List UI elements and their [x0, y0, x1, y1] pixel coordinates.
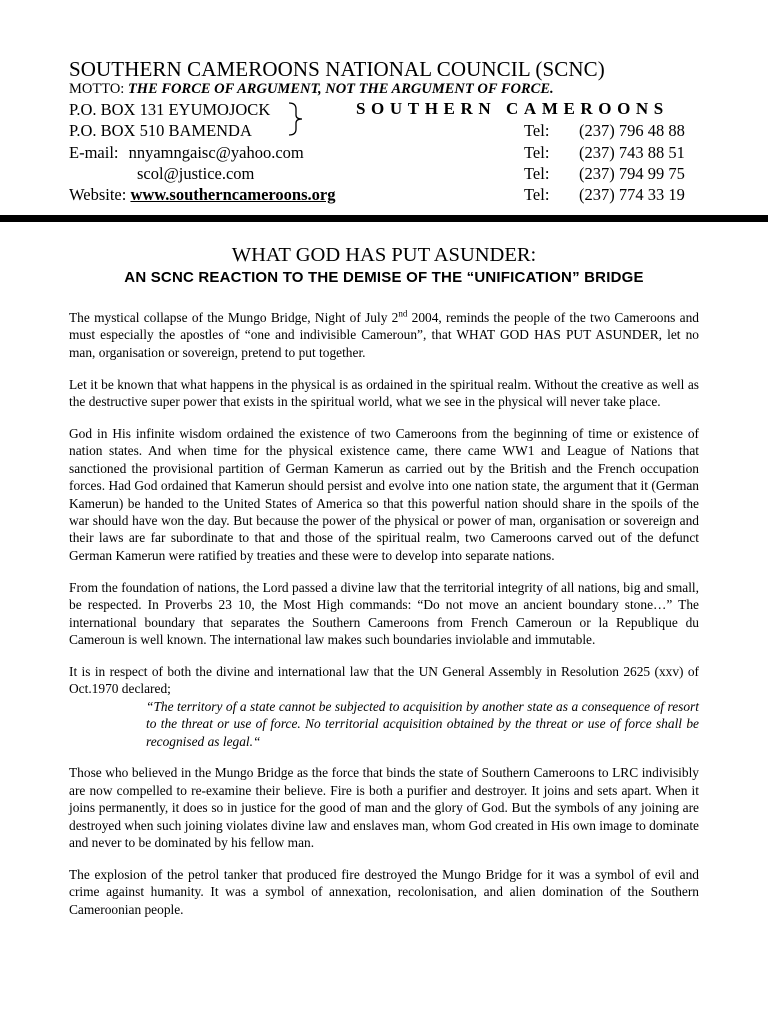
- paragraph-1-text-b: 2004, reminds the people of the two Cameroons and must especially the apostles of “one and indivisible Cameroun”, that WHAT GOD HAS PUT ASUNDER, let no man, organisation or sovereign, pretend to put together.: [69, 310, 699, 360]
- motto-text: THE FORCE OF ARGUMENT, NOT THE ARGUMENT OF FORCE.: [127, 81, 554, 97]
- tel-label: Tel:: [524, 185, 550, 204]
- document-body: [69, 309, 699, 933]
- motto-label: MOTTO:: [69, 81, 125, 97]
- po-box-bamenda: P.O. BOX 510 BAMENDA: [69, 121, 252, 140]
- paragraph-1: [69, 309, 699, 361]
- po-box-eyumojock: P.O. BOX 131 EYUMOJOCK: [69, 100, 271, 119]
- tel-label: Tel:: [524, 164, 550, 183]
- brace-icon: [287, 101, 307, 137]
- resolution-quote: “The territory of a state cannot be subjected to acquisition by another state as a consequence of resort to the threat or use of force. No territorial acquisition obtained by the threat or use of force shall be recognised as legal.“: [146, 698, 699, 749]
- paragraph-5: It is in respect of both the divine and international law that the UN General Assembly in Resolution 2625 (xxv) of Oct.1970 declared;: [69, 663, 699, 697]
- country-heading: SOUTHERN CAMEROONS: [356, 99, 669, 118]
- tel-label: Tel:: [524, 143, 550, 162]
- paragraph-4: From the foundation of nations, the Lord passed a divine law that the territorial integrity of all nations, big and small, be respected. In Proverbs 23 10, the Most High commands: “Do not move an ancient boundary stone…” The international boundary that separates the Southern Cameroons from French Cameroun or la Republique du Cameroun is well known. The international law makes such boundaries inviolable and immutable.: [69, 579, 699, 647]
- ordinal-suffix: nd: [398, 308, 408, 319]
- tel-label: Tel:: [524, 121, 550, 140]
- header-rule: [0, 215, 768, 222]
- paragraph-1-text-a: The mystical collapse of the Mungo Bridge, Night of July 2: [69, 310, 399, 325]
- tel-number-4: (237) 774 33 19: [579, 185, 685, 204]
- paragraph-3: God in His infinite wisdom ordained the existence of two Cameroons from the beginning of time or existence of nation states. And when time for the physical existence came, there came WW1 and League of Nations that sanctioned the provisional partition of German Kamerun as carried out by the British and the French occupation forces. Had God ordained that Kamerun should persist and evolve into one nation state, the argument that it (German Kamerun) be handed to the United States of America so that this powerful nation should share in the spoils of the war should have won the day. But because the power of the physical or power of man, organisation or sovereign and their laws are far subordinate to that and those of the spiritual realm, two Cameroons carved out of the defunct German Kamerun were ratified by treaties and these were to develop into separate nations.: [69, 426, 699, 563]
- motto: [69, 81, 554, 98]
- website-row: [69, 185, 335, 205]
- tel-number-2: (237) 743 88 51: [579, 143, 685, 162]
- document-title: WHAT GOD HAS PUT ASUNDER:: [231, 244, 537, 266]
- tel-number-1: (237) 796 48 88: [579, 121, 685, 140]
- email-label: E-mail:: [69, 143, 119, 162]
- document-subtitle: AN SCNC REACTION TO THE DEMISE OF THE “UNIFICATION” BRIDGE: [124, 269, 644, 286]
- paragraph-7: The explosion of the petrol tanker that produced fire destroyed the Mungo Bridge for it was a symbol of evil and crime against humanity. It was a symbol of annexation, recolonisation, and alien domination of the Southern Cameroonian people.: [69, 866, 699, 917]
- paragraph-2: Let it be known that what happens in the physical is as ordained in the spiritual realm. Without the creative as well as the destructive super power that exists in the spiritual world, what we see in the physical will never take place.: [69, 376, 699, 410]
- email-link-2[interactable]: scol@justice.com: [137, 164, 255, 183]
- email-row: [69, 143, 304, 163]
- email-link-1[interactable]: nnyamngaisc@yahoo.com: [128, 143, 304, 162]
- organisation-name: SOUTHERN CAMEROONS NATIONAL COUNCIL (SCNC): [69, 57, 605, 81]
- tel-number-3: (237) 794 99 75: [579, 164, 685, 183]
- website-label: Website:: [69, 185, 127, 204]
- website-link[interactable]: www.southerncameroons.org: [130, 185, 336, 204]
- paragraph-6: Those who believed in the Mungo Bridge as the force that binds the state of Southern Cameroons to LRC indivisibly are now compelled to re-examine their believe. Fire is both a purifier and destroyer. It joins and sets apart. When it joins permanently, it does so in justice for the good of man and the glory of God. But the symbols of any joining are destroyed when such joining violates divine law and enslaves man, whom God created in His own image to dominate and never to be dominated by his fellow man.: [69, 765, 699, 851]
